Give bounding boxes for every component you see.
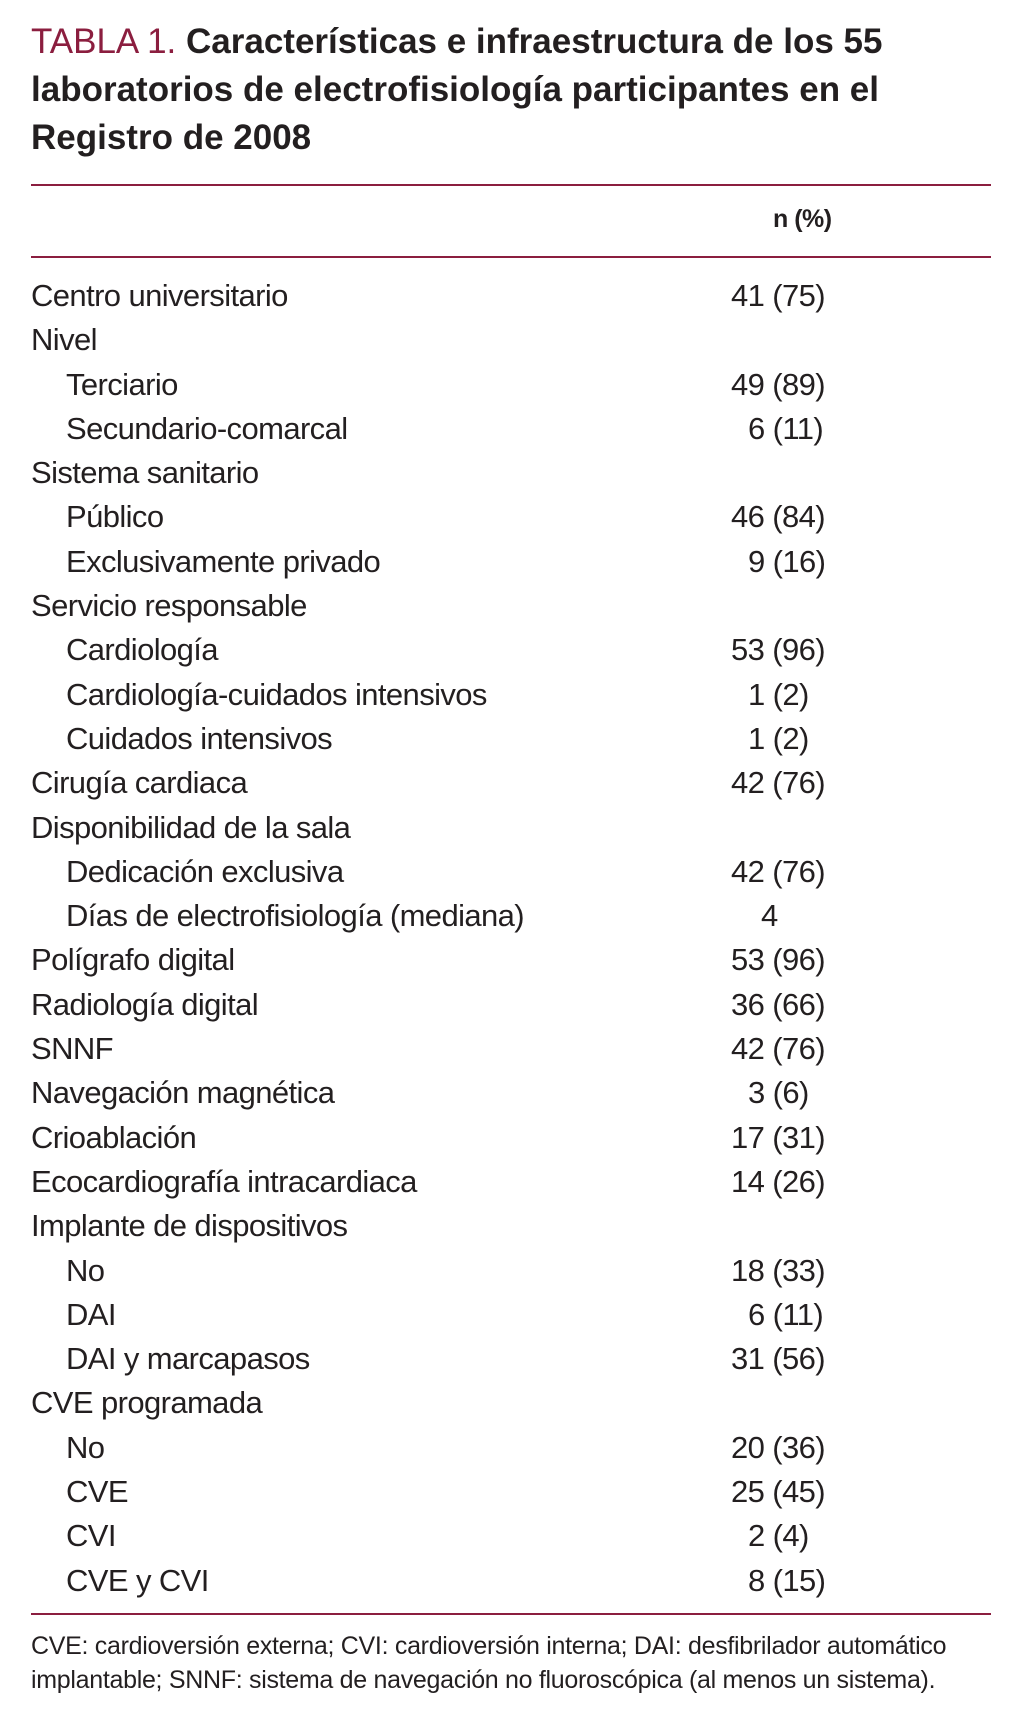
row-label: Polígrafo digital xyxy=(31,942,235,978)
row-value: 6 (11) xyxy=(748,1296,824,1332)
row-label: Público xyxy=(66,499,164,535)
row-label: Servicio responsable xyxy=(31,588,307,624)
row-label: No xyxy=(66,1252,105,1288)
row-label: CVE y CVI xyxy=(66,1562,209,1598)
table-row xyxy=(31,806,991,850)
row-label: Cardiología-cuidados intensivos xyxy=(66,676,487,712)
row-label: No xyxy=(66,1429,105,1465)
row-label: Terciario xyxy=(66,366,178,402)
table-footnote: CVE: cardioversión externa; CVI: cardioversión interna; DAI: desfibrilador automático implantable; SNNF: sistema de navegación no fluoroscópica (al menos un sistema). xyxy=(31,1631,947,1694)
row-label: Ecocardiografía intracardiaca xyxy=(31,1163,417,1199)
row-label: Crioablación xyxy=(31,1119,197,1155)
row-value: 36 (66) xyxy=(731,986,826,1022)
table-title xyxy=(31,18,991,162)
table-row xyxy=(31,1293,991,1337)
row-value: 18 (33) xyxy=(731,1252,826,1288)
table-row xyxy=(31,717,991,761)
table-row xyxy=(31,1071,991,1115)
row-value: 41 (75) xyxy=(731,278,826,313)
table-row xyxy=(31,1160,991,1204)
table-body xyxy=(31,258,991,1613)
row-value: 53 (96) xyxy=(731,942,826,978)
row-value: 1 (2) xyxy=(748,676,809,712)
row-value: 20 (36) xyxy=(731,1429,826,1465)
row-value: 6 (11) xyxy=(748,410,824,446)
table-row xyxy=(31,894,991,938)
row-label: DAI xyxy=(66,1296,116,1332)
table-row xyxy=(31,540,991,584)
row-value: 3 (6) xyxy=(748,1075,809,1111)
row-value: 46 (84) xyxy=(731,499,826,535)
row-label: CVE xyxy=(66,1474,128,1510)
bottom-divider xyxy=(31,1613,991,1615)
row-value: 4 xyxy=(761,898,778,934)
row-label: DAI y marcapasos xyxy=(66,1341,310,1377)
row-label: Implante de dispositivos xyxy=(31,1208,348,1244)
table-row xyxy=(31,1470,991,1514)
row-value: 1 (2) xyxy=(748,720,809,756)
table-row xyxy=(31,673,991,717)
table-row xyxy=(31,1204,991,1248)
row-label: Disponibilidad de la sala xyxy=(31,809,351,845)
row-label: Dedicación exclusiva xyxy=(66,853,344,889)
table-row xyxy=(31,1116,991,1160)
row-label: CVI xyxy=(66,1518,116,1554)
row-value: 25 (45) xyxy=(731,1474,826,1510)
row-value: 9 (16) xyxy=(748,543,826,579)
table-row xyxy=(31,850,991,894)
row-label: Sistema sanitario xyxy=(31,455,259,491)
table-row xyxy=(31,983,991,1027)
row-label: Navegación magnética xyxy=(31,1075,335,1111)
table-row xyxy=(31,407,991,451)
row-label: CVE programada xyxy=(31,1385,263,1421)
table-row xyxy=(31,1337,991,1381)
row-value: 17 (31) xyxy=(731,1119,826,1155)
row-label: Exclusivamente privado xyxy=(66,543,381,579)
row-value: 42 (76) xyxy=(731,853,826,889)
row-label: Radiología digital xyxy=(31,986,259,1022)
row-label: Secundario-comarcal xyxy=(66,410,348,446)
table-row xyxy=(31,451,991,495)
row-value: 8 (15) xyxy=(748,1562,826,1598)
row-label: Cuidados intensivos xyxy=(66,720,333,756)
table-row xyxy=(31,628,991,672)
table-row xyxy=(31,1249,991,1293)
row-value: 42 (76) xyxy=(731,765,826,801)
table-header xyxy=(31,186,991,256)
row-label: Centro universitario xyxy=(31,278,288,313)
row-label: SNNF xyxy=(31,1031,113,1067)
row-value: 2 (4) xyxy=(748,1518,809,1554)
table-row xyxy=(31,1426,991,1470)
row-value: 42 (76) xyxy=(731,1031,826,1067)
table-row xyxy=(31,938,991,982)
table-row xyxy=(31,274,991,318)
column-header-n-percent: n (%) xyxy=(773,205,832,233)
row-value: 14 (26) xyxy=(731,1163,826,1199)
table-number: TABLA 1. xyxy=(31,22,177,61)
row-value: 31 (56) xyxy=(731,1341,826,1377)
table-row xyxy=(31,1514,991,1558)
row-label: Cirugía cardiaca xyxy=(31,765,248,801)
table-row xyxy=(31,584,991,628)
table-row xyxy=(31,495,991,539)
table-page xyxy=(31,18,991,1697)
row-value: 53 (96) xyxy=(731,632,826,668)
row-label: Cardiología xyxy=(66,632,218,668)
table-caption: Características e infraestructura de los 55 laboratorios de electrofisiología participantes en el Registro de 2008 xyxy=(31,22,883,157)
row-label: Días de electrofisiología (mediana) xyxy=(66,898,525,934)
row-value: 49 (89) xyxy=(731,366,826,402)
table-row xyxy=(31,1559,991,1603)
table-row xyxy=(31,363,991,407)
row-label: Nivel xyxy=(31,322,97,358)
table-row xyxy=(31,1027,991,1071)
table-row xyxy=(31,1381,991,1425)
table-row xyxy=(31,761,991,805)
table-row xyxy=(31,318,991,362)
